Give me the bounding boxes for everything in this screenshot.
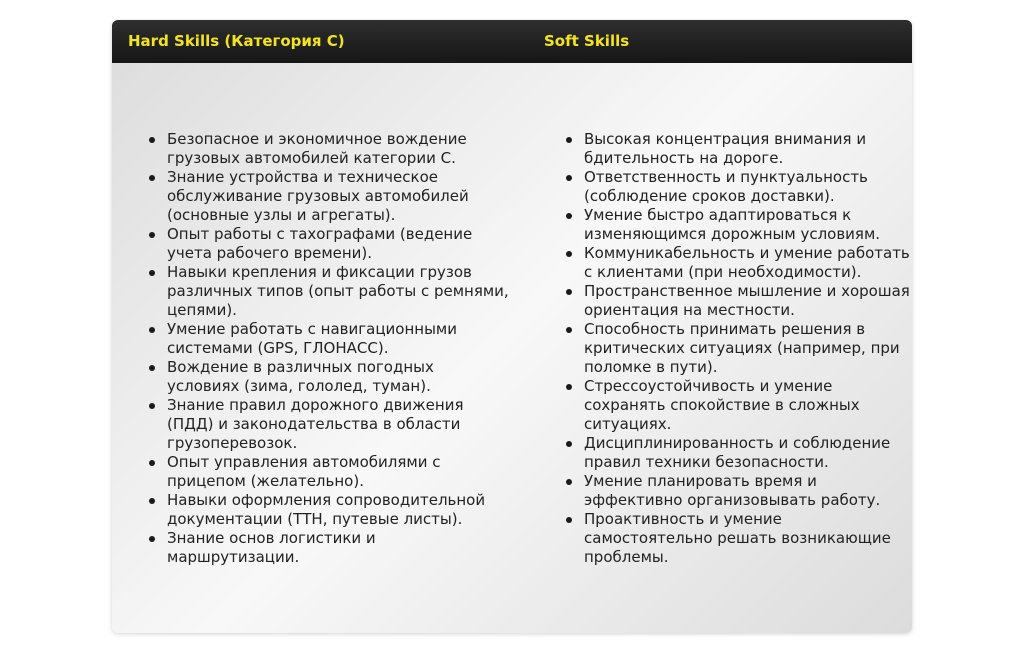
soft-skills-column [529, 63, 912, 633]
list-item: Безопасное и экономичное вождение грузовых автомобилей категории C. [167, 130, 510, 168]
list-item: Умение быстро адаптироваться к изменяющимся дорожным условиям. [584, 206, 912, 244]
list-item: Навыки крепления и фиксации грузов различных типов (опыт работы с ремнями, цепями). [167, 262, 509, 319]
soft-skills-title: Soft Skills [544, 32, 630, 50]
list-item: Навыки оформления сопроводительной документации (ТТН, путевые листы). [167, 491, 510, 529]
list-item: Умение планировать время и эффективно организовывать работу. [584, 472, 912, 510]
skills-card [112, 20, 912, 633]
list-item: Умение работать с навигационными системами (GPS, ГЛОНАСС). [167, 320, 510, 358]
soft-skills-list [529, 130, 912, 567]
hard-skills-column [112, 63, 510, 633]
hard-skills-list [112, 130, 510, 567]
list-item: Высокая концентрация внимания и бдительность на дороге. [584, 130, 912, 168]
list-item: Знание основ логистики и маршрутизации. [167, 529, 510, 567]
list-item: Коммуникабельность и умение работать с клиентами (при необходимости). [584, 244, 912, 282]
list-item: Ответственность и пунктуальность (соблюдение сроков доставки). [584, 168, 912, 206]
list-item: Знание правил дорожного движения (ПДД) и законодательства в области грузоперевозок. [167, 396, 510, 453]
list-item: Опыт работы с тахографами (ведение учета рабочего времени). [167, 225, 510, 263]
table-header [112, 20, 912, 63]
list-item: Вождение в различных погодных условиях (зима, гололед, туман). [167, 358, 510, 396]
list-item: Пространственное мышление и хорошая ориентация на местности. [584, 282, 912, 320]
hard-skills-title: Hard Skills (Категория C) [128, 32, 345, 50]
list-item: Способность принимать решения в критических ситуациях (например, при поломке в пути). [584, 320, 912, 377]
list-item: Дисциплинированность и соблюдение правил техники безопасности. [584, 434, 912, 472]
list-item: Стрессоустойчивость и умение сохранять спокойствие в сложных ситуациях. [584, 377, 912, 434]
list-item: Проактивность и умение самостоятельно решать возникающие проблемы. [584, 510, 912, 567]
list-item: Опыт управления автомобилями с прицепом (желательно). [167, 453, 510, 491]
list-item: Знание устройства и техническое обслуживание грузовых автомобилей (основные узлы и агрегаты). [167, 168, 510, 225]
